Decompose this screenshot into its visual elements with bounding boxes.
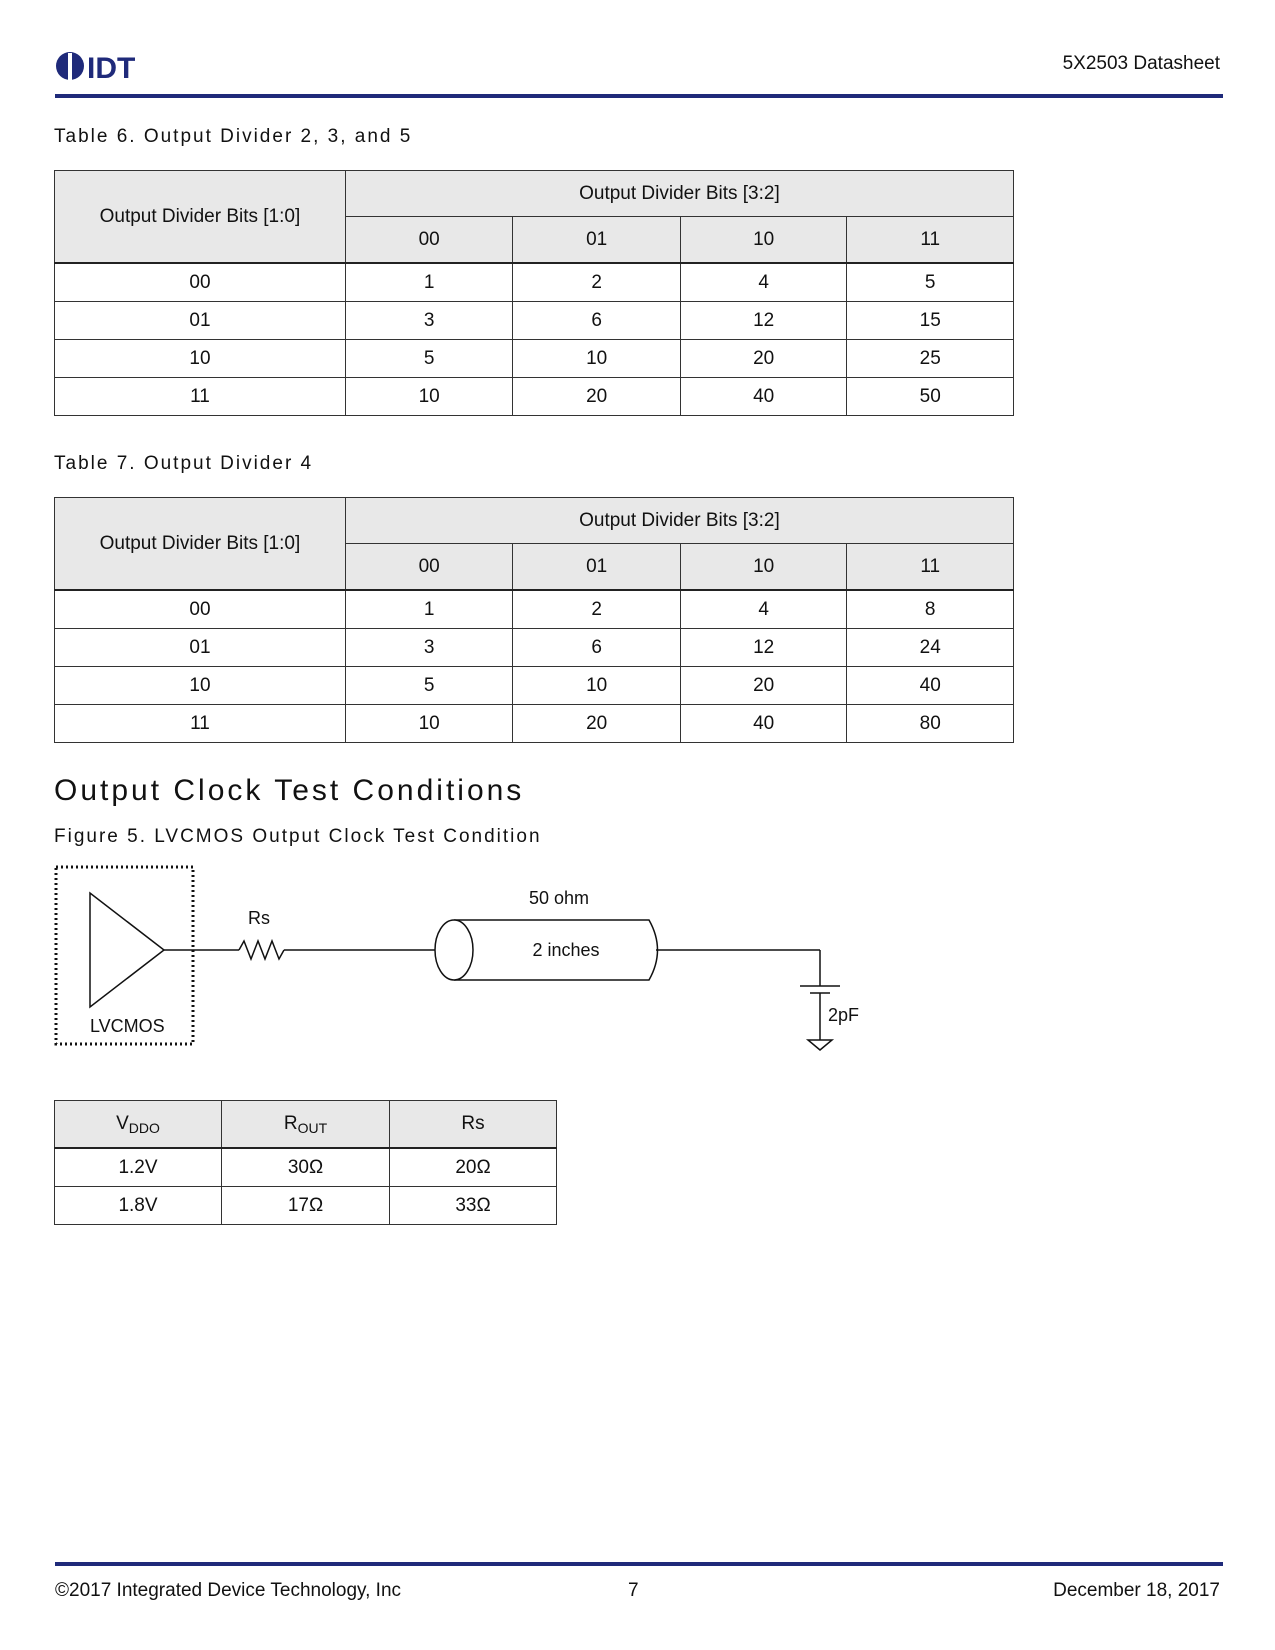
- buffer-triangle-icon: [90, 893, 164, 1007]
- table7-col-header: 01: [513, 544, 681, 591]
- cell: 40: [847, 667, 1014, 705]
- cell: 30Ω: [222, 1148, 390, 1187]
- cell: 80: [847, 705, 1014, 743]
- load-label: 2pF: [828, 1005, 860, 1025]
- figure5-caption: Figure 5. LVCMOS Output Clock Test Condition: [54, 826, 542, 847]
- table-row: [55, 629, 1014, 667]
- cell: 6: [513, 302, 681, 340]
- row-label: 00: [55, 590, 346, 629]
- table-row: [55, 1187, 557, 1225]
- cell: 10: [345, 378, 513, 416]
- table6-col-header: 11: [847, 217, 1014, 264]
- cell: 4: [680, 590, 847, 629]
- cell: 20Ω: [390, 1148, 557, 1187]
- table7-col-header: 11: [847, 544, 1014, 591]
- cell: 20: [513, 705, 681, 743]
- cell: 20: [680, 667, 847, 705]
- cell: 1.2V: [55, 1148, 222, 1187]
- termination-table: [54, 1100, 557, 1225]
- row-label: 10: [55, 340, 346, 378]
- cell: 4: [680, 263, 847, 302]
- cell: 20: [513, 378, 681, 416]
- driver-label: LVCMOS: [90, 1016, 165, 1036]
- table-row: [55, 667, 1014, 705]
- ground-icon: [808, 1040, 832, 1050]
- table7-col-group-header: Output Divider Bits [3:2]: [345, 498, 1013, 544]
- cell: 17Ω: [222, 1187, 390, 1225]
- footer-date: December 18, 2017: [1053, 1580, 1220, 1601]
- table-row: [55, 302, 1014, 340]
- cell: 6: [513, 629, 681, 667]
- table6-col-header: 01: [513, 217, 681, 264]
- table-row: [55, 340, 1014, 378]
- cell: 40: [680, 378, 847, 416]
- row-label: 00: [55, 263, 346, 302]
- section-title: Output Clock Test Conditions: [54, 774, 525, 807]
- resistor-icon: [239, 941, 284, 959]
- header-rule: [55, 94, 1223, 98]
- table7: [54, 497, 1014, 743]
- vddo-header: $V_{DDO}$: [55, 1101, 222, 1149]
- table6-row-header: Output Divider Bits [1:0]: [55, 171, 346, 264]
- cell: 12: [680, 302, 847, 340]
- cell: 2: [513, 590, 681, 629]
- table6-caption: Table 6. Output Divider 2, 3, and 5: [54, 126, 413, 147]
- footer-rule: [55, 1562, 1223, 1566]
- table6: [54, 170, 1014, 416]
- cell: 10: [513, 340, 681, 378]
- page-number: 7: [628, 1580, 639, 1601]
- cell: 10: [345, 705, 513, 743]
- table6-col-group-header: Output Divider Bits [3:2]: [345, 171, 1013, 217]
- cell: 10: [513, 667, 681, 705]
- document-title: 5X2503 Datasheet: [1062, 53, 1220, 74]
- logo-text: IDT: [87, 52, 136, 84]
- cell: 25: [847, 340, 1014, 378]
- line-length-label: 2 inches: [532, 940, 600, 960]
- row-label: 11: [55, 705, 346, 743]
- cell: 24: [847, 629, 1014, 667]
- table-row: [55, 705, 1014, 743]
- cell: 33Ω: [390, 1187, 557, 1225]
- cell: 50: [847, 378, 1014, 416]
- row-label: 01: [55, 629, 346, 667]
- rout-header: $R_{OUT}$: [222, 1101, 390, 1149]
- cell: 2: [513, 263, 681, 302]
- cell: 1: [345, 263, 513, 302]
- cell: 5: [847, 263, 1014, 302]
- table-row: [55, 263, 1014, 302]
- table6-col-header: 10: [680, 217, 847, 264]
- lvcmos-test-circuit: [54, 865, 894, 1065]
- row-label: 11: [55, 378, 346, 416]
- table-row: [55, 378, 1014, 416]
- cell: 12: [680, 629, 847, 667]
- line-impedance-label: 50 ohm: [528, 888, 590, 908]
- resistor-label: Rs: [248, 908, 270, 928]
- table7-caption: Table 7. Output Divider 4: [54, 453, 314, 474]
- cell: 1.8V: [55, 1187, 222, 1225]
- table6-col-header: 00: [345, 217, 513, 264]
- cell: 40: [680, 705, 847, 743]
- table-row: [55, 1148, 557, 1187]
- cell: 5: [345, 340, 513, 378]
- cell: 5: [345, 667, 513, 705]
- table7-col-header: 00: [345, 544, 513, 591]
- row-label: 10: [55, 667, 346, 705]
- cell: 3: [345, 302, 513, 340]
- cell: 20: [680, 340, 847, 378]
- cell: 8: [847, 590, 1014, 629]
- table7-row-header: Output Divider Bits [1:0]: [55, 498, 346, 591]
- rs-header: Rs: [390, 1101, 557, 1149]
- row-label: 01: [55, 302, 346, 340]
- footer-copyright: ©2017 Integrated Device Technology, Inc: [55, 1580, 402, 1601]
- cell: 15: [847, 302, 1014, 340]
- table7-col-header: 10: [680, 544, 847, 591]
- cell: 3: [345, 629, 513, 667]
- idt-logo: [55, 50, 145, 84]
- cell: 1: [345, 590, 513, 629]
- table-row: [55, 590, 1014, 629]
